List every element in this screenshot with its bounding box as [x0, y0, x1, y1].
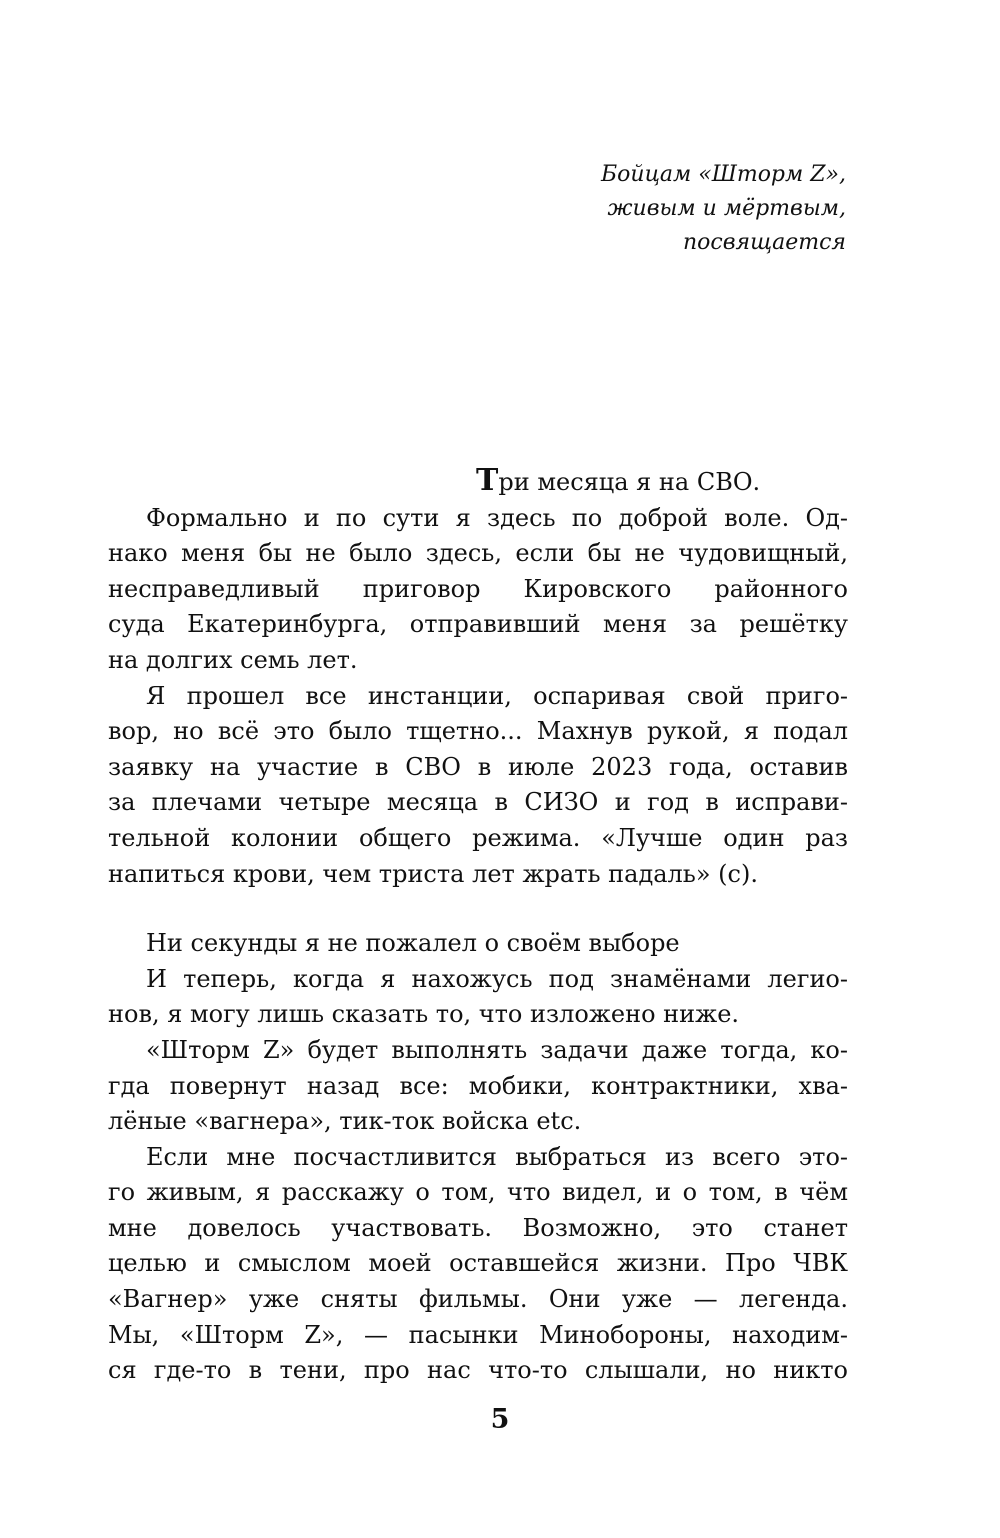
page-number: 5 — [490, 1404, 510, 1435]
opening-line — [108, 463, 848, 501]
paragraph-1 — [108, 501, 848, 679]
text-line: гда повернут назад все: мобики, контрактники, хва- — [108, 1071, 848, 1100]
text-line: нако меня бы не было здесь, если бы не чудовищный, — [108, 539, 848, 568]
text-line: на долгих семь лет. — [108, 645, 358, 674]
text-line: заявку на участие в СВО в июле 2023 года, оставив — [108, 752, 848, 781]
text-line: за плечами четыре месяца в СИЗО и год в исправи- — [108, 788, 848, 817]
paragraph-5 — [108, 1033, 848, 1140]
text-line: целью и смыслом моей оставшейся жизни. Про ЧВК — [108, 1249, 848, 1278]
dedication-line: Бойцам «Шторм Z», — [600, 162, 846, 187]
drop-cap: Т — [476, 463, 499, 498]
text-line: вор, но всё это было тщетно... Махнув рукой, я подал — [108, 717, 848, 746]
paragraph-4 — [108, 962, 848, 1033]
text-line: Если мне посчастливится выбраться из всего это- — [146, 1142, 848, 1171]
text-line: го живым, я расскажу о том, что видел, и о том, в чём — [108, 1178, 848, 1207]
text-line: Мы, «Шторм Z», — пасынки Минобороны, находим- — [108, 1320, 848, 1349]
text-line: «Шторм Z» будет выполнять задачи даже тогда, ко- — [146, 1035, 848, 1064]
text-line: лёные «вагнера», тик-ток войска etc. — [108, 1107, 582, 1136]
text-line: Я прошел все инстанции, оспаривая свой приго- — [146, 681, 848, 710]
body-text — [108, 463, 848, 1389]
text-line: напиться крови, чем триста лет жрать падаль» (с). — [108, 859, 758, 888]
text-line: тельной колонии общего режима. «Лучше один раз — [108, 823, 848, 852]
text-line: нов, я могу лишь сказать то, что изложено ниже. — [108, 1000, 740, 1029]
text-line: «Вагнер» уже сняты фильмы. Они уже — легенда. — [108, 1285, 848, 1314]
dedication — [601, 158, 846, 260]
paragraph-2 — [108, 679, 848, 893]
opening-text: ри месяца я на СВО. — [498, 468, 761, 496]
paragraph-6 — [108, 1140, 848, 1389]
dedication-line: посвящается — [682, 230, 846, 255]
text-line: ся где-то в тени, про нас что-то слышали, но никто — [108, 1356, 848, 1385]
paragraph-3 — [108, 926, 848, 962]
section-gap — [108, 892, 848, 926]
text-line: суда Екатеринбурга, отправивший меня за решётку — [108, 610, 848, 639]
text-line: Ни секунды я не пожалел о своём выборе — [146, 929, 680, 958]
dedication-line: живым и мёртвым, — [607, 196, 846, 221]
text-line: мне довелось участвовать. Возможно, это станет — [108, 1213, 848, 1242]
text-line: Формально и по сути я здесь по доброй воле. Од- — [146, 503, 848, 532]
text-line: И теперь, когда я нахожусь под знамёнами легио- — [146, 964, 848, 993]
text-line: несправедливый приговор Кировского районного — [108, 574, 848, 603]
